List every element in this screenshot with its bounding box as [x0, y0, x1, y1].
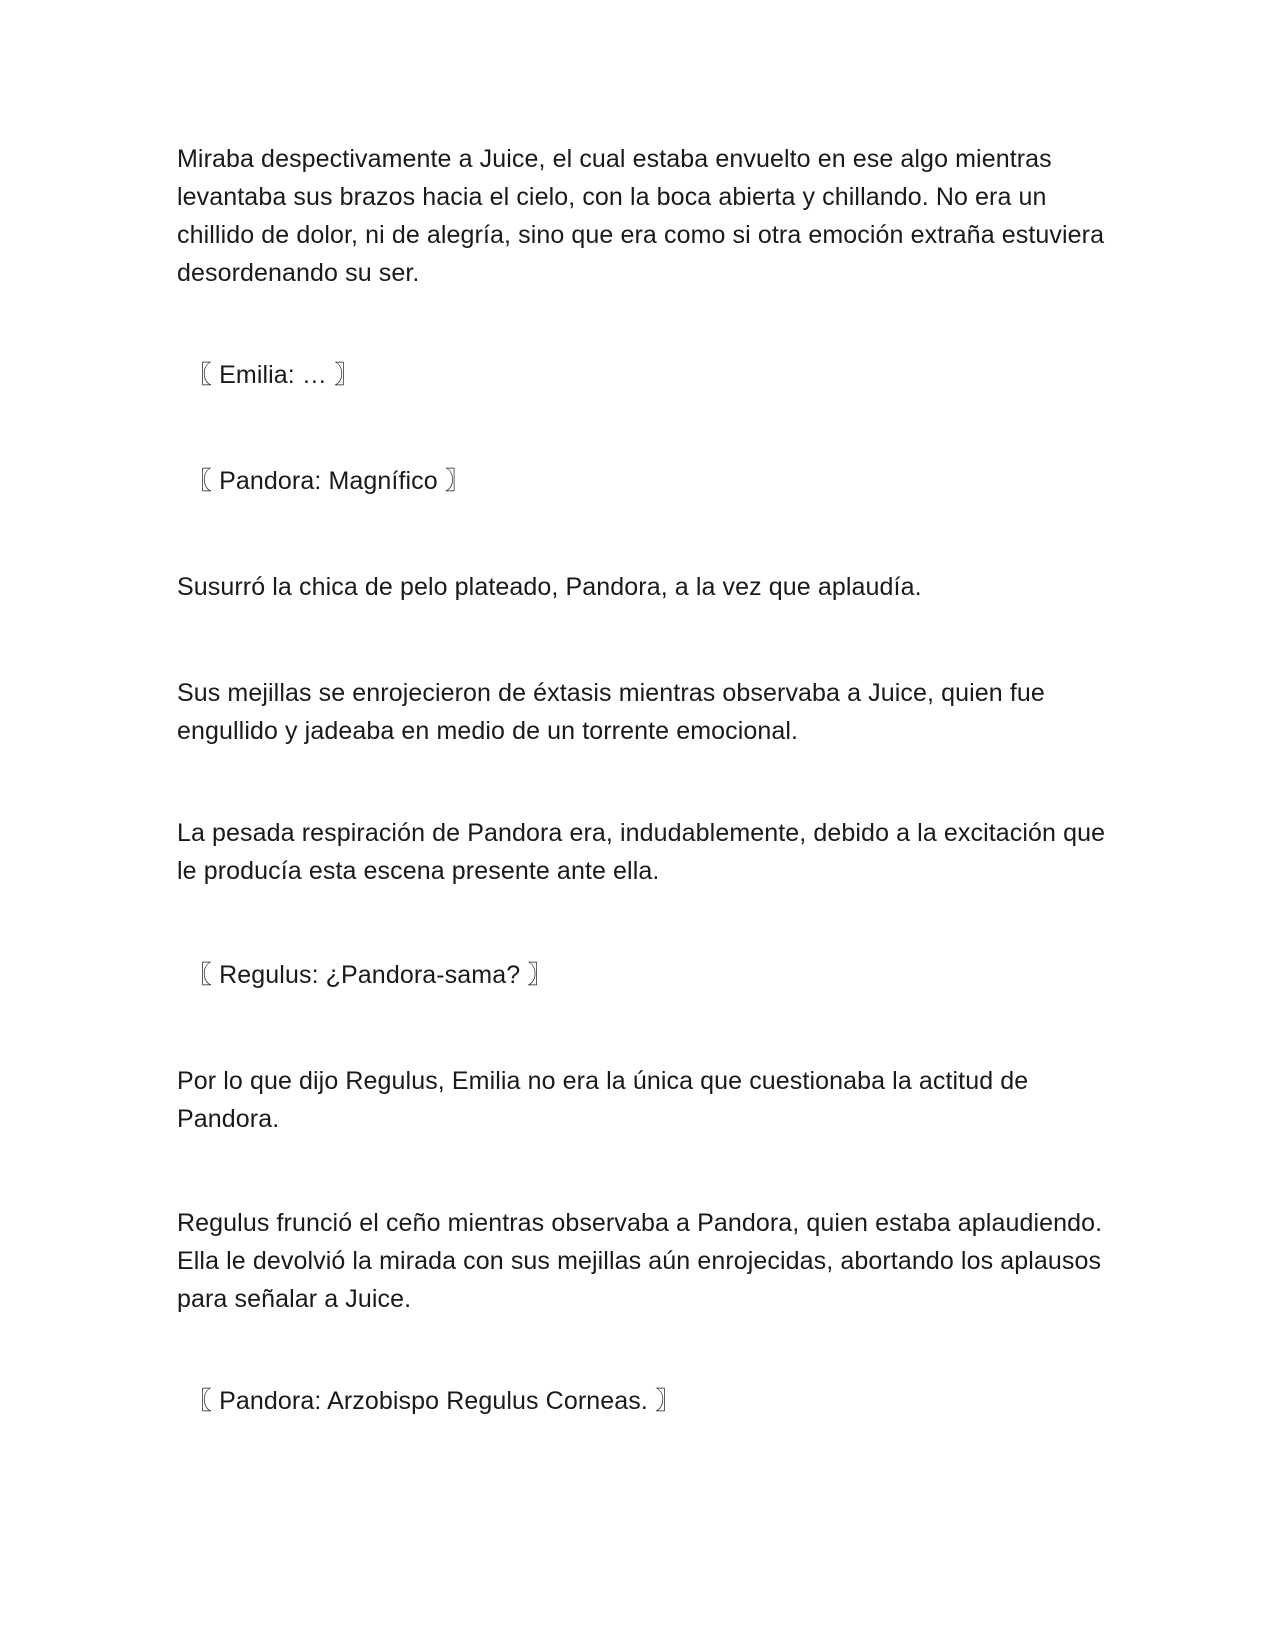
paragraph-cheeks-ecstasy: Sus mejillas se enrojecieron de éxtasis mientras observaba a Juice, quien fue engullido y jadeaba en medio de un torrente emocional.: [177, 679, 1045, 745]
paragraph-regulus-frowns: Regulus frunció el ceño mientras observaba a Pandora, quien estaba aplaudiendo. Ella le devolvió la mirada con sus mejillas aún enrojecidas, abortando los aplausos para señalar a Juice.: [177, 1209, 1103, 1313]
paragraph-pandora-applauds: Susurró la chica de pelo plateado, Pandora, a la vez que aplaudía.: [177, 573, 922, 601]
dialogue-regulus: 〖 Regulus: ¿Pandora-sama? 〗: [187, 961, 553, 989]
dialogue-emilia: 〖 Emilia: … 〗: [187, 361, 360, 389]
dialogue-pandora-magnifico: 〖 Pandora: Magnífico 〗: [187, 467, 470, 495]
paragraph-heavy-breathing: La pesada respiración de Pandora era, indudablemente, debido a la excitación que le producía esta escena presente ante ella.: [177, 819, 1106, 885]
dialogue-pandora-archbishop: 〖 Pandora: Arzobispo Regulus Corneas. 〗: [187, 1387, 681, 1415]
paragraph-juice-screaming: Miraba despectivamente a Juice, el cual estaba envuelto en ese algo mientras levantaba sus brazos hacia el cielo, con la boca abierta y chillando. No era un chillido de dolor, ni de alegría, sino que era como si otra emoción extraña estuviera desordenando su ser.: [177, 145, 1105, 287]
paragraph-questioning-attitude: Por lo que dijo Regulus, Emilia no era la única que cuestionaba la actitud de Pandora.: [177, 1067, 1029, 1133]
